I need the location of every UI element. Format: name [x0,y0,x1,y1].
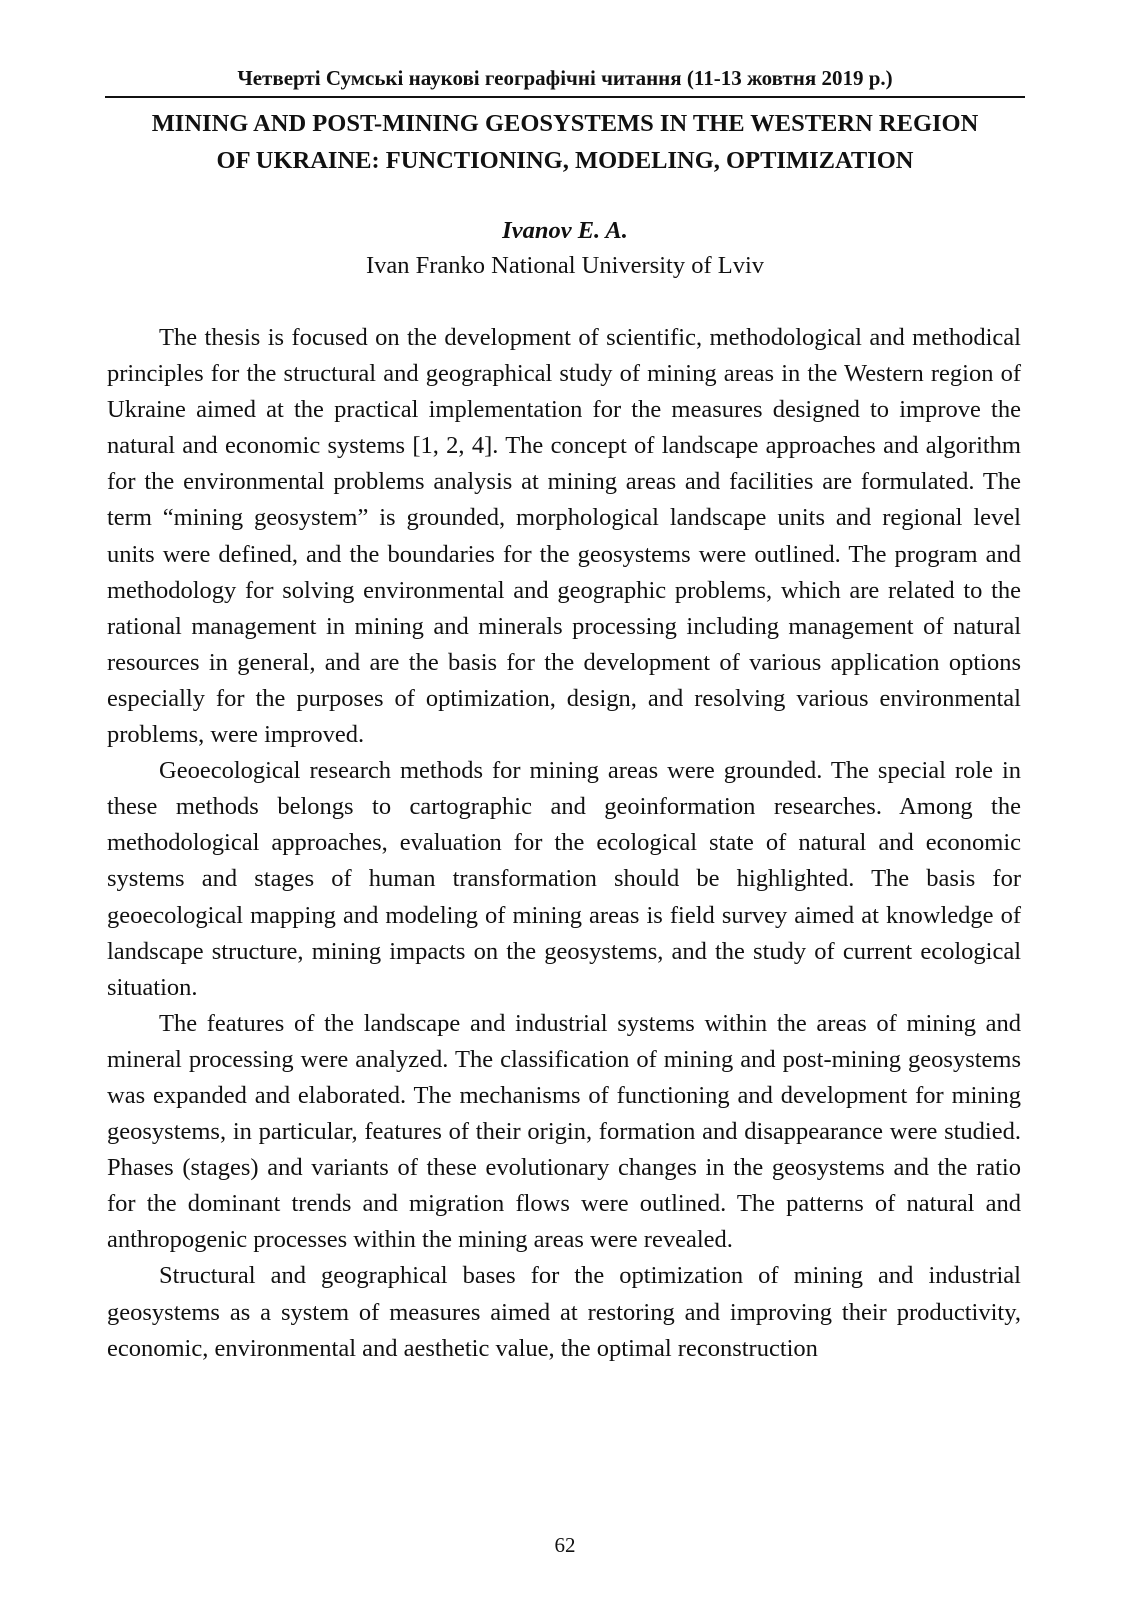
header-divider [105,96,1025,98]
paragraph-3: The features of the landscape and industrial systems within the areas of mining and mineral processing were analyzed. The classification of mining and post-mining geosystems was expanded and elaborated. The mechanisms of functioning and development for mining geosystems, in particular, features of their origin, formation and disappearance were studied. Phases (stages) and variants of these evolutionary changes in the geosystems and the ratio for the dominant trends and migration flows were outlined. The patterns of natural and anthropogenic processes within the mining areas were revealed. [107,1009,1021,1254]
paragraph-1: The thesis is focused on the development of scientific, methodological and methodical principles for the structural and geographical study of mining areas in the Western region of Ukraine aimed at the practical implementation for the measures designed to improve the natural and economic systems [1, 2, 4]. The concept of landscape approaches and algorithm for the environmental problems analysis at mining areas and facilities are formulated. The term “mining geosystem” is grounded, morphological landscape units and regional level units were defined, and the boundaries for the geosystems were outlined. The program and methodology for solving environmental and geographic problems, which are related to the rational management in mining and minerals processing including management of natural resources in general, and are the basis for the development of various application options especially for the purposes of optimization, design, and resolving various environmental problems, were improved. [107,324,1021,749]
paragraph-2: Geoecological research methods for mining areas were grounded. The special role in these methods belongs to cartographic and geoinformation researches. Among the methodological approaches, evaluation for the ecological state of natural and economic systems and stages of human transformation should be highlighted. The basis for geoecological mapping and modeling of mining areas is field survey aimed at knowledge of landscape structure, mining impacts on the geosystems, and the study of current ecological situation. [107,757,1021,1001]
paper-title-line-1: MINING AND POST-MINING GEOSYSTEMS IN THE WESTERN REGION [151,110,979,137]
body-text [107,320,1021,1367]
running-header: Четверті Сумські наукові географічні читання (11-13 жовтня 2019 р.) [237,66,893,90]
paper-title-line-2: OF UKRAINE: FUNCTIONING, MODELING, OPTIMIZATION [216,147,914,174]
paragraph-4: Structural and geographical bases for the optimization of mining and industrial geosystems as a system of measures aimed at restoring and improving their productivity, economic, environmental and aesthetic value, the optimal reconstruction [107,1262,1021,1362]
author-name: Ivanov E. A. [502,217,628,244]
paper-title [105,105,1025,179]
author-affiliation: Ivan Franko National University of Lviv [365,252,765,279]
page-number: 62 [554,1533,576,1557]
